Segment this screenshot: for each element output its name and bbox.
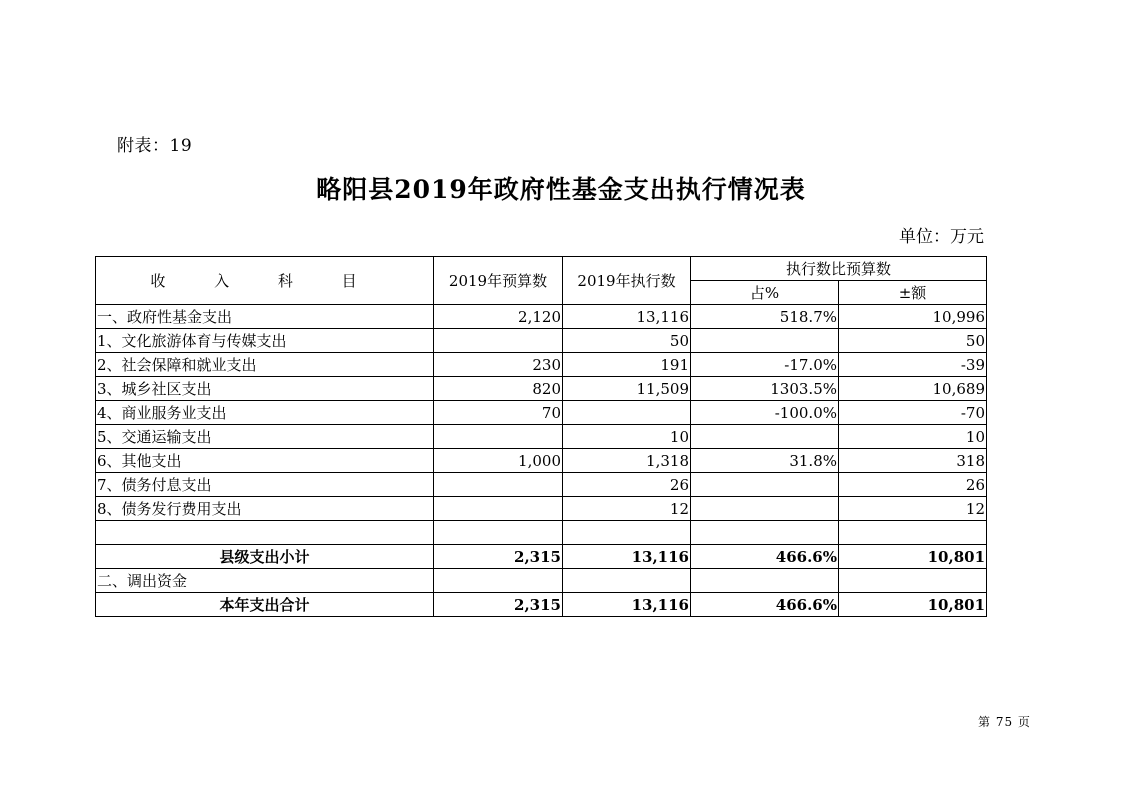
table-row-subtotal [96, 545, 987, 569]
row-execution [563, 569, 691, 593]
row-percent [691, 473, 839, 497]
row-subject: 5、交通运输支出 [96, 425, 434, 449]
row-difference: -39 [839, 353, 987, 377]
row-execution: 13,116 [563, 593, 691, 617]
column-header-budget: 2019年预算数 [434, 257, 563, 305]
row-budget [434, 497, 563, 521]
row-difference: 10,801 [839, 545, 987, 569]
table-row [96, 305, 987, 329]
table-row [96, 497, 987, 521]
document-title: 略阳县2019年政府性基金支出执行情况表 [316, 175, 806, 204]
row-percent [691, 569, 839, 593]
row-subject [96, 521, 434, 545]
row-subject: 二、调出资金 [96, 569, 434, 593]
row-difference: 10,801 [839, 593, 987, 617]
row-subject: 4、商业服务业支出 [96, 401, 434, 425]
row-budget [434, 425, 563, 449]
row-difference [839, 569, 987, 593]
row-percent: 1303.5% [691, 377, 839, 401]
row-percent: -17.0% [691, 353, 839, 377]
row-execution: 10 [563, 425, 691, 449]
row-difference: 10 [839, 425, 987, 449]
row-percent: 466.6% [691, 545, 839, 569]
row-subject: 本年支出合计 [96, 593, 434, 617]
row-difference: -70 [839, 401, 987, 425]
row-budget: 820 [434, 377, 563, 401]
row-percent: -100.0% [691, 401, 839, 425]
row-difference: 10,689 [839, 377, 987, 401]
expenditure-table [95, 256, 987, 617]
unit-label: 单位：万元 [899, 227, 984, 247]
row-subject: 6、其他支出 [96, 449, 434, 473]
row-execution [563, 401, 691, 425]
row-budget [434, 329, 563, 353]
table-row [96, 329, 987, 353]
page-number: 第 75 页 [978, 715, 1031, 729]
row-execution: 13,116 [563, 545, 691, 569]
row-percent [691, 329, 839, 353]
row-percent [691, 425, 839, 449]
table-row [96, 425, 987, 449]
row-percent [691, 497, 839, 521]
column-header-difference: ±额 [839, 281, 987, 305]
row-subject: 3、城乡社区支出 [96, 377, 434, 401]
row-subject: 1、文化旅游体育与传媒支出 [96, 329, 434, 353]
table-row [96, 353, 987, 377]
column-header-percent: 占% [691, 281, 839, 305]
row-subject: 7、债务付息支出 [96, 473, 434, 497]
row-difference: 12 [839, 497, 987, 521]
table-row [96, 377, 987, 401]
row-difference: 318 [839, 449, 987, 473]
row-budget: 230 [434, 353, 563, 377]
row-budget: 2,120 [434, 305, 563, 329]
row-budget: 2,315 [434, 545, 563, 569]
row-subject: 2、社会保障和就业支出 [96, 353, 434, 377]
row-difference [839, 521, 987, 545]
row-budget: 2,315 [434, 593, 563, 617]
row-difference: 26 [839, 473, 987, 497]
column-header-subject: 收 入 科 目 [96, 257, 434, 305]
row-percent: 31.8% [691, 449, 839, 473]
row-percent [691, 521, 839, 545]
row-execution: 11,509 [563, 377, 691, 401]
row-subject: 8、债务发行费用支出 [96, 497, 434, 521]
row-subject: 县级支出小计 [96, 545, 434, 569]
table-row-grand-total [96, 593, 987, 617]
attachment-label: 附表：19 [117, 136, 193, 156]
row-execution: 191 [563, 353, 691, 377]
table-row [96, 569, 987, 593]
row-percent: 466.6% [691, 593, 839, 617]
table-row-empty [96, 521, 987, 545]
table-row [96, 449, 987, 473]
row-budget [434, 521, 563, 545]
row-difference: 10,996 [839, 305, 987, 329]
row-budget: 1,000 [434, 449, 563, 473]
row-execution: 26 [563, 473, 691, 497]
row-budget [434, 569, 563, 593]
row-execution: 1,318 [563, 449, 691, 473]
column-header-execution: 2019年执行数 [563, 257, 691, 305]
table-row [96, 473, 987, 497]
column-header-comparison: 执行数比预算数 [691, 257, 987, 281]
row-percent: 518.7% [691, 305, 839, 329]
row-execution: 50 [563, 329, 691, 353]
row-execution: 12 [563, 497, 691, 521]
row-execution: 13,116 [563, 305, 691, 329]
row-subject: 一、政府性基金支出 [96, 305, 434, 329]
table-header-row [96, 257, 987, 281]
table-row [96, 401, 987, 425]
row-budget: 70 [434, 401, 563, 425]
row-execution [563, 521, 691, 545]
row-budget [434, 473, 563, 497]
row-difference: 50 [839, 329, 987, 353]
